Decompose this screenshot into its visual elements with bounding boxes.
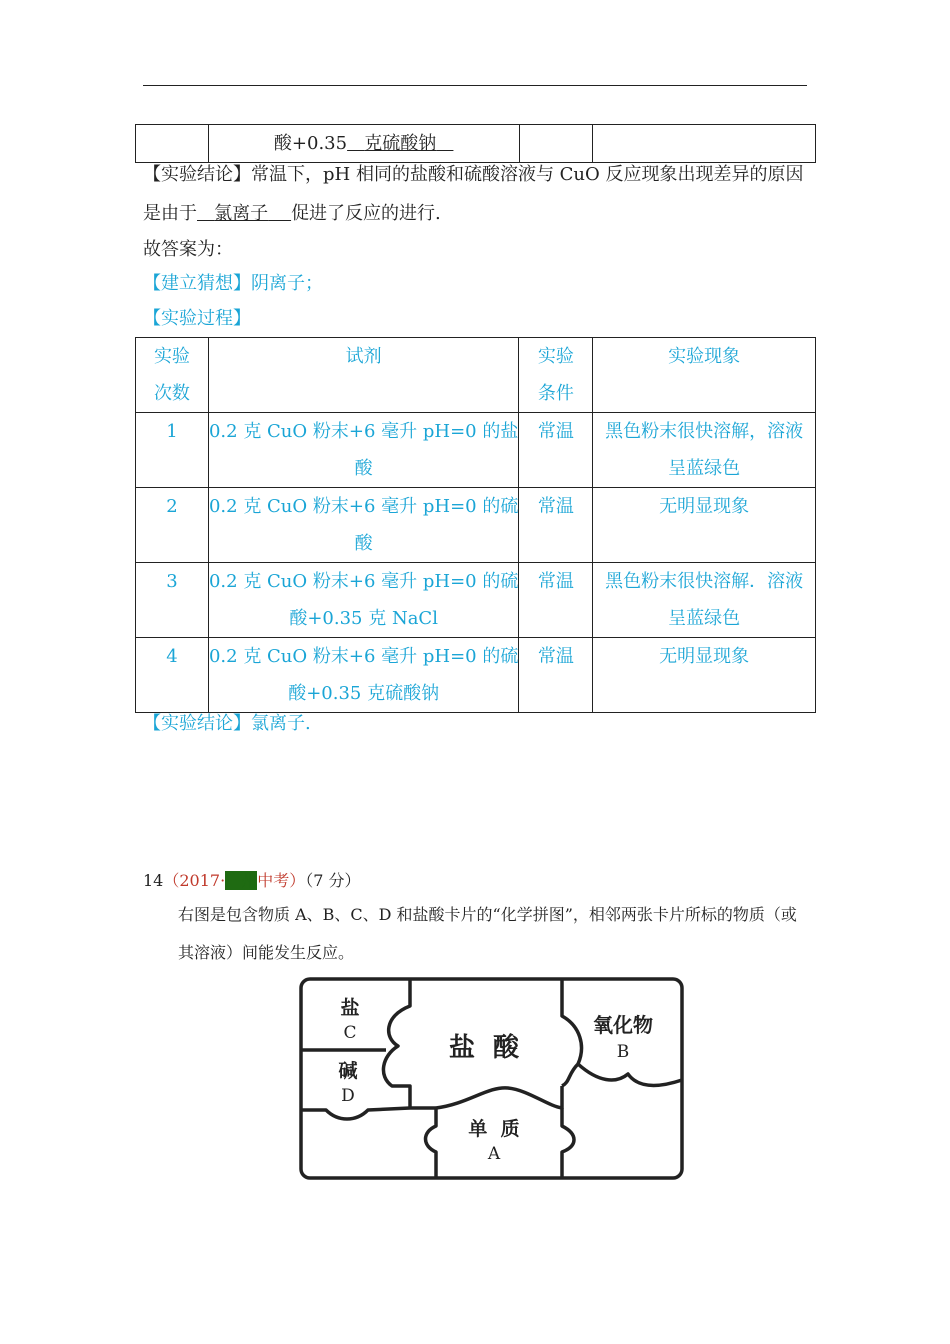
- table-row: 3 0.2 克 CuO 粉末+6 毫升 pH=0 的硫 酸+0.35 克 NaCl 常温 黑色粉末很快溶解．溶液 呈蓝绿色: [136, 563, 816, 638]
- redacted-region: 广州: [225, 871, 258, 890]
- answer-intro: 故答案为：: [143, 239, 233, 260]
- final-conclusion: 【实验结论】氯离子.: [143, 713, 311, 734]
- label-oxide: 氧化物: [593, 1013, 653, 1037]
- table-header-row: [136, 338, 816, 413]
- label-oxide-letter: B: [616, 1042, 630, 1062]
- header-reagent: 试剂: [208, 338, 519, 413]
- question-text-2: 其溶液）间能发生反应。: [178, 943, 355, 962]
- conclusion-line-2: 是由于 氯离子 促进了反应的进行.: [143, 203, 441, 224]
- header-condition: 实验 条件: [519, 338, 593, 413]
- label-base: 碱: [338, 1060, 358, 1082]
- table-row: 2 0.2 克 CuO 粉末+6 毫升 pH=0 的硫 酸 常温 无明显现象: [136, 488, 816, 563]
- label-salt: 盐: [340, 997, 360, 1019]
- label-salt-letter: C: [343, 1023, 357, 1043]
- label-element-letter: A: [487, 1144, 501, 1164]
- conclusion-line-1: 【实验结论】常温下，pH 相同的盐酸和硫酸溶液与 CuO 反应现象出现差异的原因: [143, 164, 804, 185]
- header-observation: 实验现象: [593, 338, 816, 413]
- label-element: 单 质: [468, 1118, 520, 1140]
- table-row: 1 0.2 克 CuO 粉末+6 毫升 pH=0 的盐 酸 常温 黑色粉末很快溶解，溶液 呈蓝绿色: [136, 413, 816, 488]
- table-row: 4 0.2 克 CuO 粉末+6 毫升 pH=0 的硫 酸+0.35 克硫酸钠 常温 无明显现象: [136, 638, 816, 713]
- cell-reagent: 酸+0.35 克硫酸钠: [208, 125, 519, 163]
- experiment-table: [135, 337, 816, 713]
- cell-empty: [519, 125, 593, 163]
- chemistry-puzzle-diagram: [298, 976, 686, 1182]
- label-hydrochloric-acid: 盐 酸: [448, 1033, 520, 1063]
- cell-empty: [136, 125, 209, 163]
- table-continued-row: [135, 124, 816, 163]
- answer-blank: 克硫酸钠: [364, 133, 437, 154]
- header-rule: [143, 85, 807, 86]
- label-base-letter: D: [341, 1086, 355, 1106]
- process-label: 【实验过程】: [143, 308, 251, 329]
- hypothesis: 【建立猜想】阴离子；: [143, 273, 323, 294]
- header-trial: 实验 次数: [136, 338, 209, 413]
- question-header: 14（2017·广州中考）（7 分）: [143, 871, 361, 890]
- question-text-1: 右图是包含物质 A、B、C、D 和盐酸卡片的“化学拼图”，相邻两张卡片所标的物质（或: [178, 905, 797, 924]
- cell-empty: [593, 125, 816, 163]
- answer-blank: 氯离子: [214, 203, 269, 224]
